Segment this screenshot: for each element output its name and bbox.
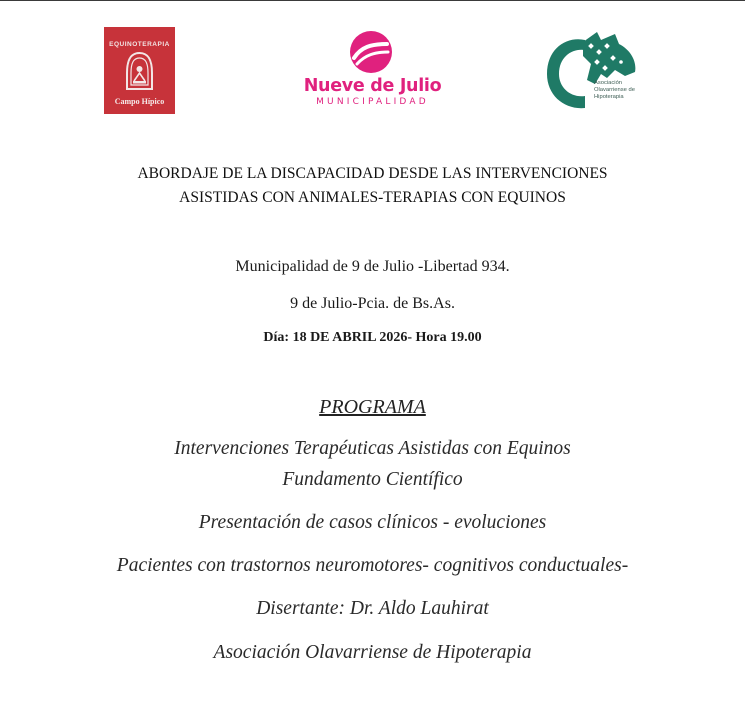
stirrup-icon — [124, 51, 155, 93]
asociacion-logo-text: Asociación Olavarriense de Hipoterapia — [594, 80, 635, 100]
programa-item: Fundamento Científico — [282, 469, 463, 490]
programa-item-speaker: Disertante: Dr. Aldo Lauhirat — [256, 598, 489, 619]
logo-left-top-text: EQUINOTERAPIA — [109, 41, 170, 48]
title-line-1: ABORDAJE DE LA DISCAPACIDAD DESDE LAS INTERVENCIONES — [137, 165, 608, 182]
equinoterapia-logo — [104, 27, 175, 114]
programa-item: Asociación Olavarriense de Hipoterapia — [213, 642, 532, 663]
location-line-2: 9 de Julio-Pcia. de Bs.As. — [290, 295, 455, 312]
document-title — [0, 162, 745, 210]
programa-heading: PROGRAMA — [319, 396, 426, 418]
asociacion-olavarriense-logo — [545, 26, 645, 114]
logo-left-bottom-text: Campo Hípico — [114, 97, 165, 106]
nueve-de-julio-emblem-icon — [347, 30, 395, 75]
event-date: Día: 18 DE ABRIL 2026- Hora 19.00 — [263, 330, 482, 345]
programa-item: Pacientes con trastornos neuromotores- cognitivos conductuales- — [116, 555, 629, 576]
municipalidad-sub: MUNICIPALIDAD — [316, 97, 429, 107]
top-border — [0, 0, 745, 1]
municipalidad-logo — [300, 30, 445, 110]
programa-item: Intervenciones Terapéuticas Asistidas con Equinos — [174, 438, 571, 459]
location-line-1: Municipalidad de 9 de Julio -Libertad 934. — [235, 258, 510, 275]
title-line-2: ASISTIDAS CON ANIMALES-TERAPIAS CON EQUINOS — [179, 189, 566, 206]
programa-item: Presentación de casos clínicos - evoluciones — [198, 512, 547, 533]
municipalidad-name: Nueve de Julio — [303, 76, 442, 96]
